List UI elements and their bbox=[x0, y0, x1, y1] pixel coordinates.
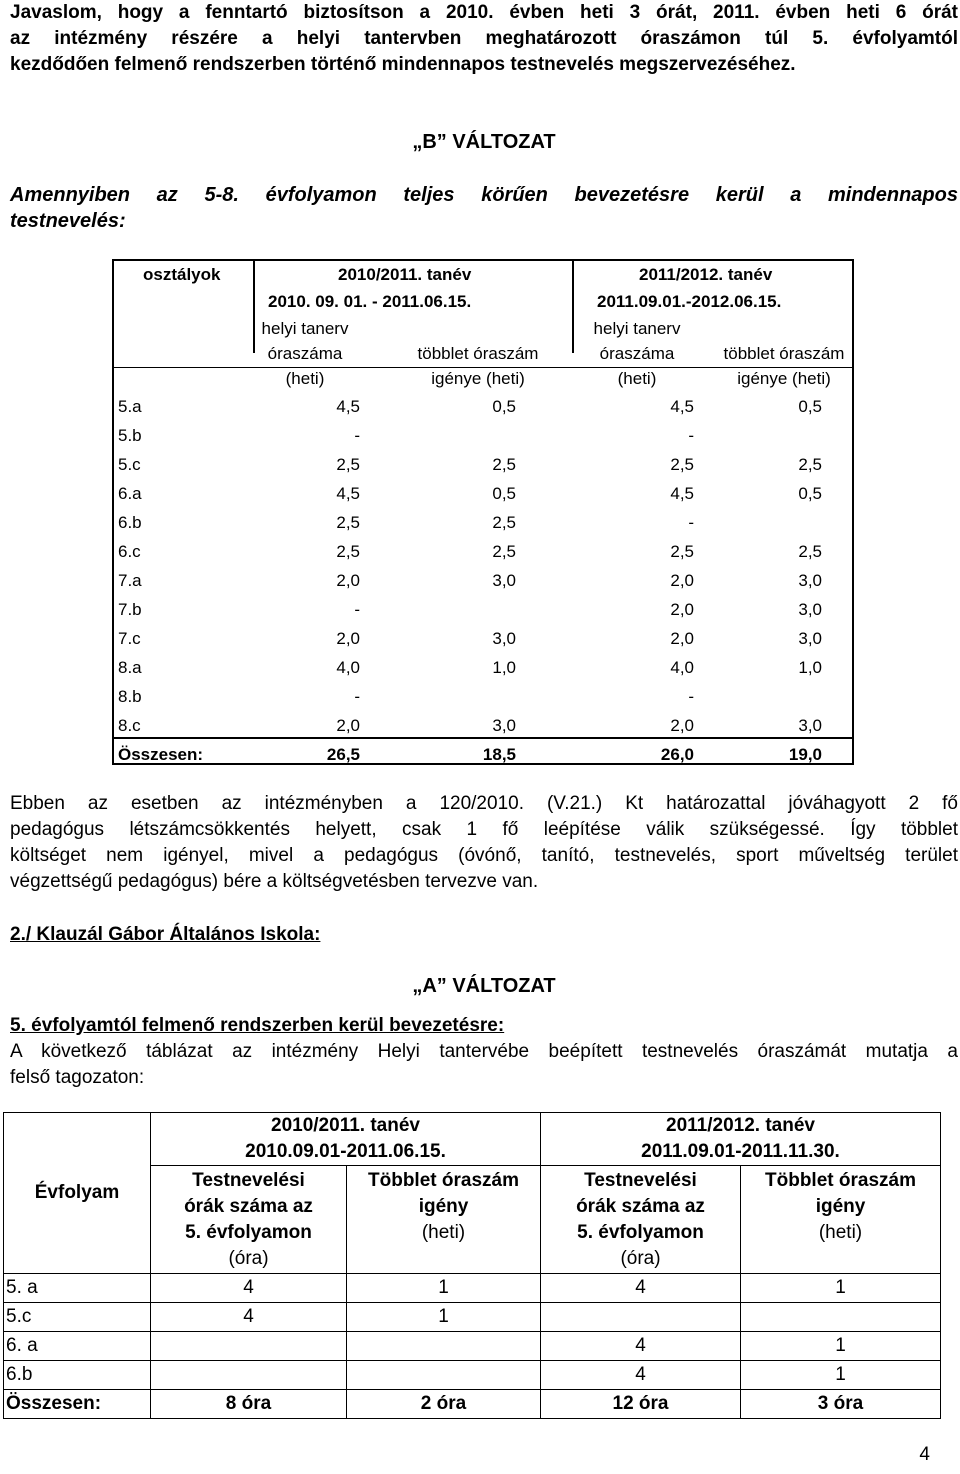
header-period-1: 2010. 09. 01. - 2011.06.15. bbox=[268, 292, 472, 311]
para2-line-3: költséget nem igényel, mivel a pedagógus (óvónő, tanító, testnevelés, sport műveltség terület bbox=[10, 845, 958, 866]
header-period-2: 2011.09.01-2011.11.30. bbox=[641, 1141, 840, 1162]
header-testnevelesi-2 bbox=[541, 1166, 741, 1274]
variant-a-subtitle: 5. évfolyamtól felmenő rendszerben kerül bevezetésre: bbox=[10, 1015, 505, 1036]
row-value: 2,0 bbox=[670, 716, 694, 735]
header-test-l3: 5. évfolyamon bbox=[185, 1221, 312, 1243]
header-test-l2: órák száma az bbox=[576, 1195, 705, 1217]
row-value: 4 bbox=[151, 1274, 347, 1303]
variant-b-description: Amennyiben az 5-8. évfolyamon teljes körűen bevezetésre kerül a mindennapos bbox=[10, 184, 958, 206]
header-year-1: 2010/2011. tanév bbox=[271, 1115, 420, 1136]
row-value: 4 bbox=[541, 1361, 741, 1390]
intro-line-2: az intézmény részére a helyi tantervben meghatározott óraszámon túl 5. évfolyamtól bbox=[10, 28, 958, 49]
variant-b-table bbox=[112, 259, 854, 765]
table-row bbox=[4, 1303, 941, 1332]
row-value: - bbox=[688, 513, 694, 532]
header-test-l2: órák száma az bbox=[184, 1195, 313, 1217]
row-value: 4,0 bbox=[336, 658, 360, 677]
header-helyi-2a: helyi tanerv bbox=[593, 319, 681, 338]
row-class-label: 8.c bbox=[118, 716, 141, 735]
total-value: 26,0 bbox=[660, 745, 694, 764]
header-period-1: 2010.09.01-2011.06.15. bbox=[245, 1141, 446, 1162]
header-test-l1: Testnevelési bbox=[192, 1169, 305, 1191]
header-helyi-2b: óraszáma bbox=[599, 344, 675, 363]
row-value: 4,5 bbox=[336, 484, 360, 503]
row-value: 2,5 bbox=[798, 542, 822, 561]
row-value: - bbox=[354, 426, 360, 445]
header-osztalyok: osztályok bbox=[143, 265, 221, 284]
header-test-unit: (óra) bbox=[620, 1247, 661, 1269]
row-value: 2 óra bbox=[347, 1390, 541, 1419]
row-value: 2,0 bbox=[336, 629, 360, 648]
variant-a-title: „A” VÁLTOZAT bbox=[412, 975, 556, 997]
row-class-label: 5.a bbox=[118, 397, 142, 416]
row-class-label: 7.b bbox=[118, 600, 142, 619]
row-value: 1 bbox=[741, 1274, 941, 1303]
row-class-label: 6. a bbox=[4, 1332, 151, 1361]
row-value: 3,0 bbox=[798, 600, 822, 619]
variant-b-title: „B” VÁLTOZAT bbox=[412, 131, 556, 153]
intro-line-3: kezdődően felmenő rendszerben történő mindennapos testnevelés megszervezéséhez. bbox=[10, 54, 796, 75]
row-value bbox=[151, 1361, 347, 1390]
row-class-label: 8.a bbox=[118, 658, 142, 677]
row-value: 2,0 bbox=[670, 629, 694, 648]
row-value: - bbox=[354, 687, 360, 706]
row-value: 2,5 bbox=[798, 455, 822, 474]
total-value: 26,5 bbox=[326, 745, 360, 764]
row-value bbox=[151, 1332, 347, 1361]
header-tobblet-1 bbox=[347, 1166, 541, 1274]
row-value: 3,0 bbox=[492, 716, 516, 735]
header-tobblet-2b: igénye (heti) bbox=[737, 369, 831, 388]
header-tobblet-1a: többlet óraszám bbox=[417, 344, 539, 363]
header-tobblet-1b: igénye (heti) bbox=[431, 369, 525, 388]
header-helyi-1b: óraszáma bbox=[267, 344, 343, 363]
total-label: Összesen: bbox=[4, 1390, 151, 1419]
header-evfolyam: Évfolyam bbox=[4, 1113, 151, 1274]
row-value: 0,5 bbox=[492, 484, 516, 503]
para2-line-4: végzettségű pedagógus) bére a költségvetésben tervezve van. bbox=[10, 871, 539, 892]
header-year-2: 2011/2012. tanév bbox=[639, 265, 773, 284]
row-value: 8 óra bbox=[151, 1390, 347, 1419]
total-label: Összesen: bbox=[118, 745, 204, 764]
header-tobb-l1: Többlet óraszám bbox=[765, 1169, 916, 1191]
row-value: 2,5 bbox=[336, 542, 360, 561]
variant-a-desc-1: A következő táblázat az intézmény Helyi tantervébe beépített testnevelés óraszámát mutatja a bbox=[10, 1041, 958, 1062]
row-value: - bbox=[688, 426, 694, 445]
row-value: 3 óra bbox=[741, 1390, 941, 1419]
row-value: 4 bbox=[541, 1332, 741, 1361]
row-value: 1 bbox=[347, 1274, 541, 1303]
header-testnevelesi-1 bbox=[151, 1166, 347, 1274]
variant-a-table bbox=[3, 1112, 941, 1419]
row-value: 3,0 bbox=[492, 571, 516, 590]
row-value: 0,5 bbox=[798, 397, 822, 416]
row-value: 3,0 bbox=[798, 716, 822, 735]
row-value: 0,5 bbox=[492, 397, 516, 416]
header-tobb-unit: (heti) bbox=[818, 1221, 863, 1243]
row-value: 4 bbox=[151, 1303, 347, 1332]
row-class-label: 6.b bbox=[118, 513, 142, 532]
row-value: 1 bbox=[741, 1332, 941, 1361]
row-value: 2,5 bbox=[492, 542, 516, 561]
row-value: 1,0 bbox=[492, 658, 516, 677]
row-value: 2,5 bbox=[670, 542, 694, 561]
header-year-block-1 bbox=[151, 1113, 541, 1166]
row-value: 2,0 bbox=[336, 571, 360, 590]
row-class-label: 8.b bbox=[118, 687, 142, 706]
row-class-label: 5.c bbox=[4, 1303, 151, 1332]
row-value: 4,5 bbox=[670, 484, 694, 503]
row-value: 4,5 bbox=[336, 397, 360, 416]
header-period-2: 2011.09.01.-2012.06.15. bbox=[597, 292, 782, 311]
row-value: 3,0 bbox=[798, 629, 822, 648]
row-class-label: 7.c bbox=[118, 629, 141, 648]
para2-line-2: pedagógus létszámcsökkentés helyett, csak 1 fő leépítése válik szükségessé. Így többlet bbox=[10, 819, 958, 840]
row-value: 2,5 bbox=[336, 513, 360, 532]
intro-line-1: Javaslom, hogy a fenntartó biztosítson a 2010. évben heti 3 órát, 2011. évben heti 6 órát bbox=[10, 2, 958, 23]
row-value: 1,0 bbox=[798, 658, 822, 677]
para2-line-1: Ebben az esetben az intézményben a 120/2010. (V.21.) Kt határozattal jóváhagyott 2 fő bbox=[10, 793, 958, 814]
row-class-label: 5.b bbox=[118, 426, 142, 445]
header-tobb-unit: (heti) bbox=[421, 1221, 466, 1243]
header-tobblet-2 bbox=[741, 1166, 941, 1274]
row-value: 3,0 bbox=[492, 629, 516, 648]
row-value: 2,5 bbox=[492, 455, 516, 474]
total-row bbox=[4, 1390, 941, 1419]
row-class-label: 5.c bbox=[118, 455, 141, 474]
header-test-unit: (óra) bbox=[228, 1247, 269, 1269]
row-class-label: 5. a bbox=[4, 1274, 151, 1303]
row-value: 4 bbox=[541, 1274, 741, 1303]
row-value: 2,5 bbox=[336, 455, 360, 474]
row-value: 4,5 bbox=[670, 397, 694, 416]
header-tobb-l1: Többlet óraszám bbox=[368, 1169, 519, 1191]
row-class-label: 6.a bbox=[118, 484, 142, 503]
row-value: 2,0 bbox=[670, 600, 694, 619]
header-helyi-1c: (heti) bbox=[285, 369, 325, 388]
header-test-l3: 5. évfolyamon bbox=[577, 1221, 704, 1243]
row-value: 2,0 bbox=[670, 571, 694, 590]
header-tobb-l2: igény bbox=[815, 1195, 866, 1217]
row-value: 12 óra bbox=[541, 1390, 741, 1419]
header-helyi-1a: helyi tanerv bbox=[261, 319, 349, 338]
row-value bbox=[347, 1361, 541, 1390]
row-value: - bbox=[688, 687, 694, 706]
page-number: 4 bbox=[919, 1444, 930, 1465]
total-value: 19,0 bbox=[788, 745, 822, 764]
row-value: 4,0 bbox=[670, 658, 694, 677]
row-value: 1 bbox=[741, 1361, 941, 1390]
table-row bbox=[4, 1332, 941, 1361]
header-year-block-2 bbox=[541, 1113, 941, 1166]
table-row bbox=[4, 1274, 941, 1303]
row-value: 2,5 bbox=[670, 455, 694, 474]
row-value: 2,5 bbox=[492, 513, 516, 532]
variant-a-desc-2: felső tagozaton: bbox=[10, 1067, 145, 1088]
row-class-label: 7.a bbox=[118, 571, 142, 590]
header-year-2: 2011/2012. tanév bbox=[666, 1115, 815, 1136]
row-class-label: 6.c bbox=[118, 542, 141, 561]
row-value bbox=[347, 1332, 541, 1361]
header-year-1: 2010/2011. tanév bbox=[338, 265, 472, 284]
row-value: 2,0 bbox=[336, 716, 360, 735]
row-value: 3,0 bbox=[798, 571, 822, 590]
row-value bbox=[741, 1303, 941, 1332]
table-row bbox=[4, 1361, 941, 1390]
header-test-l1: Testnevelési bbox=[584, 1169, 697, 1191]
variant-b-description-2: testnevelés: bbox=[10, 210, 126, 232]
header-tobblet-2a: többlet óraszám bbox=[723, 344, 845, 363]
row-class-label: 6.b bbox=[4, 1361, 151, 1390]
row-value: 0,5 bbox=[798, 484, 822, 503]
row-value: - bbox=[354, 600, 360, 619]
total-value: 18,5 bbox=[482, 745, 516, 764]
header-helyi-2c: (heti) bbox=[617, 369, 657, 388]
row-value bbox=[541, 1303, 741, 1332]
row-value: 1 bbox=[347, 1303, 541, 1332]
section-2-title: 2./ Klauzál Gábor Általános Iskola: bbox=[10, 924, 321, 945]
header-tobb-l2: igény bbox=[418, 1195, 469, 1217]
